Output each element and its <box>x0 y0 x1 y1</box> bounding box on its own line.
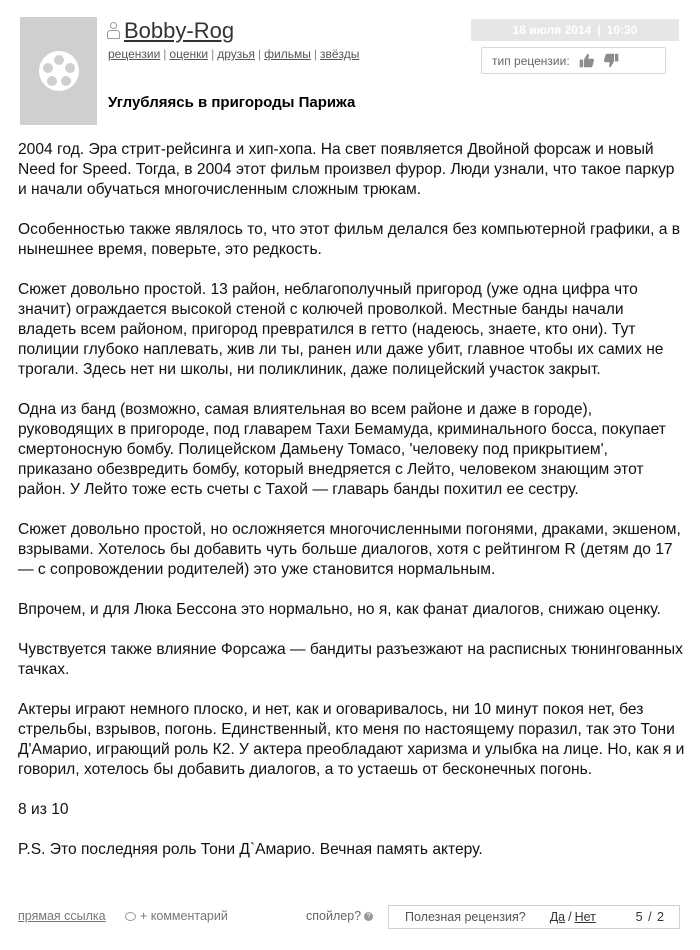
date-separator: | <box>597 23 601 37</box>
user-menu-friends[interactable]: друзья <box>217 47 256 61</box>
review-postscript: P.S. Это последняя роль Тони Д`Амарио. Вечная память актеру. <box>18 841 483 858</box>
thumbs-up-icon[interactable] <box>578 52 595 69</box>
user-menu-reviews[interactable]: рецензии <box>108 47 161 61</box>
add-comment-label: + комментарий <box>140 909 228 923</box>
permalink[interactable]: прямая ссылка <box>18 909 106 923</box>
spoiler-button[interactable] <box>306 909 373 923</box>
spoiler-label: спойлер? <box>306 909 362 923</box>
user-menu-stars[interactable]: звёзды <box>319 47 360 61</box>
user-menu-ratings[interactable]: оценки <box>169 47 209 61</box>
film-reel-icon <box>39 51 79 91</box>
review-paragraph: Одна из банд (возможно, самая влиятельная во всем районе и даже в городе), руководящих в пригороде, под главарем Тахи Бемамуда, криминального босса, покупает смертоносную бомбу. Полицейском Дамьену Томасо, 'человеку под прикрытием', приказано обезвредить бомбу, который внедряется с Лейто, человеком знающим этот район. У Лейто тоже есть счеты с Тахой — главарь банды похитил ее сестру. <box>18 401 666 498</box>
review-paragraph: Чувствуется также влияние Форсажа — бандиты разъезжают на расписных тюнингованных тачках. <box>18 641 683 678</box>
helpful-question: Полезная рецензия? <box>405 910 526 924</box>
review-score: 8 из 10 <box>18 801 69 818</box>
spoiler-help-icon: ? <box>364 912 373 921</box>
review-title: Углубляясь в пригороды Парижа <box>108 94 356 111</box>
vote-separator: / <box>568 910 572 924</box>
user-menu-films[interactable]: фильмы <box>264 47 311 61</box>
review-paragraph: 2004 год. Эра стрит-рейсинга и хип-хопа. На свет появляется Двойной форсаж и новый Need for Speed. Тогда, в 2004 этот фильм произвел фурор. Люди узнали, что такое паркур и начали обучаться многочисленным сложным трюкам. <box>18 141 675 198</box>
comment-bubble-icon <box>125 912 136 921</box>
review-paragraph: Актеры играют немного плоско, и нет, как и оговаривалось, ни 10 минут покоя нет, без стрельбы, взрывов, погонь. Единственный, кто меня по настоящему поразил, так это Тони Д'Амарио, играющий роль К2. У актера преобладают харизма и улыбка на лице. Но, как я и говорил, хотелось бы добавить диалогов, а то устаешь от бесконечных погонь. <box>18 701 685 778</box>
username-link[interactable]: Bobby-Rog <box>124 18 235 43</box>
user-header <box>107 18 234 44</box>
review-paragraph: Сюжет довольно простой. 13 район, неблагополучный пригород (уже одна цифра что значит) ограждается высокой стеной с колючей проволкой. Местные банды начали владеть всем районом, пригород превратился в гетто (надеюсь, знаете, кто они). Тут полиции глубоко наплевать, жив ли ты, ранен или даже убит, главное чтобы их самих не трогали. Здесь нет ни школы, ни поликлиник, даже полицейский участок закрыт. <box>18 281 664 378</box>
helpful-vote-box <box>388 905 680 929</box>
review-date <box>471 19 679 41</box>
review-body <box>18 140 686 880</box>
review-type <box>481 47 666 74</box>
review-paragraph: Впрочем, и для Люка Бессона это нормально, но я, как фанат диалогов, снижаю оценку. <box>18 601 661 618</box>
user-menu: рецензии | оценки | друзья | фильмы | звёзды <box>108 47 360 61</box>
user-icon <box>107 22 120 40</box>
helpful-count: 5 / 2 <box>635 910 665 924</box>
date-text: 18 июля 2014 <box>512 23 592 37</box>
thumbs-down-icon[interactable] <box>603 52 620 69</box>
helpful-no-link[interactable]: Нет <box>574 910 596 924</box>
review-paragraph: Сюжет довольно простой, но осложняется многочисленными погонями, драками, экшеном, взрывами. Хотелось бы добавить чуть больше диалогов, хотя с рейтингом R (детям до 17 — с сопровождении родителей) это уже становится нормальным. <box>18 521 681 578</box>
add-comment-button[interactable] <box>125 909 228 923</box>
review-paragraph: Особенностью также являлось то, что этот фильм делался без компьютерной графики, а в нынешнее время, поверьте, это редкость. <box>18 221 681 258</box>
avatar[interactable] <box>20 17 97 125</box>
review-type-label: тип рецензии: <box>492 53 570 68</box>
helpful-yes-link[interactable]: Да <box>549 910 566 924</box>
review-footer <box>18 905 680 929</box>
time-text: 10:30 <box>606 23 638 37</box>
